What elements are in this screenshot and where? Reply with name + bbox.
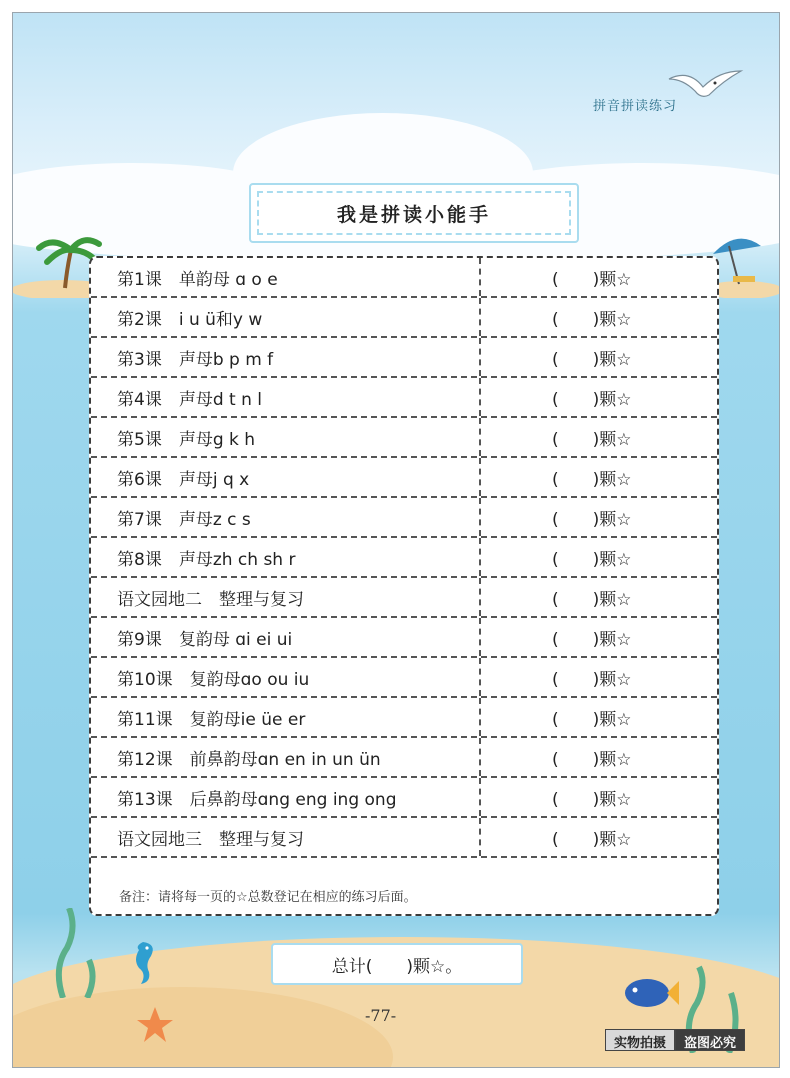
title-box <box>249 183 579 243</box>
star-count-field: ( )颗☆ <box>552 589 632 610</box>
section-tag: 拼音拼读练习 <box>593 99 678 114</box>
column-divider <box>479 578 481 616</box>
page-frame <box>12 12 780 1068</box>
star-count-field: ( )颗☆ <box>552 429 632 450</box>
column-divider <box>479 498 481 536</box>
lesson-table <box>89 256 719 916</box>
column-divider <box>479 618 481 656</box>
lesson-label: 第3课 声母b p m f <box>117 349 274 370</box>
footnote: 备注：请将每一页的☆总数登记在相应的练习后面。 <box>119 890 417 905</box>
star-count-field: ( )颗☆ <box>552 749 632 770</box>
table-row <box>91 338 717 378</box>
lesson-label: 第8课 声母zh ch sh r <box>117 549 296 570</box>
table-row <box>91 618 717 658</box>
lesson-label: 第4课 声母d t n l <box>117 389 262 410</box>
column-divider <box>479 778 481 816</box>
table-row <box>91 738 717 778</box>
table-row <box>91 458 717 498</box>
total-stars-box: 总计( )颗☆。 <box>271 943 523 985</box>
star-count-field: ( )颗☆ <box>552 669 632 690</box>
lesson-label: 第5课 声母g k h <box>117 429 256 450</box>
fish-icon <box>621 973 681 1013</box>
watermark-right: 盗图必究 <box>675 1029 745 1051</box>
column-divider <box>479 418 481 456</box>
lesson-label: 第13课 后鼻韵母ɑng eng ing ong <box>117 789 397 810</box>
lesson-label: 第11课 复韵母ie üe er <box>117 709 306 730</box>
star-count-field: ( )颗☆ <box>552 469 632 490</box>
star-count-field: ( )颗☆ <box>552 789 632 810</box>
watermark <box>605 1029 745 1051</box>
watermark-left: 实物拍摄 <box>605 1029 675 1051</box>
lesson-label: 语文园地三 整理与复习 <box>117 829 304 850</box>
column-divider <box>479 258 481 296</box>
column-divider <box>479 818 481 856</box>
lesson-label: 第1课 单韵母 ɑ o e <box>117 269 278 290</box>
table-row <box>91 538 717 578</box>
star-count-field: ( )颗☆ <box>552 389 632 410</box>
column-divider <box>479 658 481 696</box>
table-row <box>91 578 717 618</box>
seaweed-icon <box>43 908 123 998</box>
table-row <box>91 698 717 738</box>
lesson-label: 第12课 前鼻韵母ɑn en in un ün <box>117 749 381 770</box>
table-row <box>91 298 717 338</box>
starfish-icon <box>135 1005 175 1045</box>
table-row <box>91 778 717 818</box>
star-count-field: ( )颗☆ <box>552 269 632 290</box>
table-row <box>91 258 717 298</box>
lesson-label: 语文园地二 整理与复习 <box>117 589 304 610</box>
lesson-label: 第9课 复韵母 ɑi ei ui <box>117 629 293 650</box>
column-divider <box>479 458 481 496</box>
column-divider <box>479 538 481 576</box>
seahorse-icon <box>123 938 163 988</box>
seagull-icon <box>665 65 745 105</box>
column-divider <box>479 738 481 776</box>
table-row <box>91 658 717 698</box>
page-number: -77- <box>365 1006 397 1025</box>
lesson-label: 第7课 声母z c s <box>117 509 251 530</box>
lesson-label: 第6课 声母j q x <box>117 469 250 490</box>
column-divider <box>479 698 481 736</box>
table-row <box>91 378 717 418</box>
star-count-field: ( )颗☆ <box>552 629 632 650</box>
column-divider <box>479 298 481 336</box>
column-divider <box>479 378 481 416</box>
star-count-field: ( )颗☆ <box>552 829 632 850</box>
lesson-label: 第10课 复韵母ɑo ou iu <box>117 669 310 690</box>
star-count-field: ( )颗☆ <box>552 549 632 570</box>
star-count-field: ( )颗☆ <box>552 709 632 730</box>
lesson-label: 第2课 i u ü和y w <box>117 309 263 330</box>
page-title: 我是拼读小能手 <box>257 191 571 235</box>
table-row <box>91 418 717 458</box>
table-row <box>91 498 717 538</box>
star-count-field: ( )颗☆ <box>552 309 632 330</box>
table-row <box>91 818 717 858</box>
star-count-field: ( )颗☆ <box>552 509 632 530</box>
column-divider <box>479 338 481 376</box>
star-count-field: ( )颗☆ <box>552 349 632 370</box>
